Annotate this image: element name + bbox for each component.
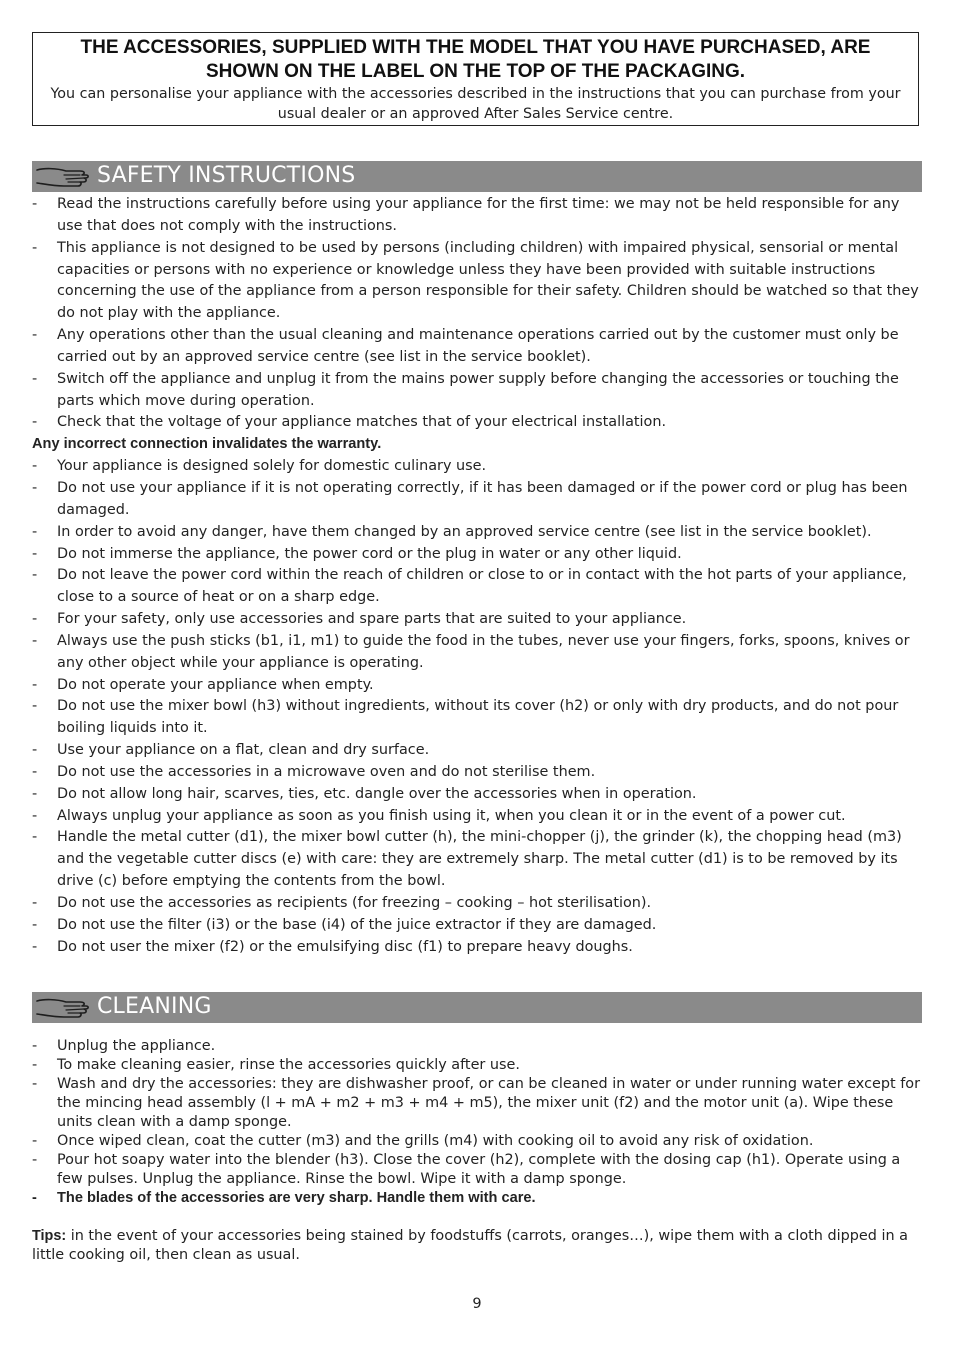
accessories-notice-box — [32, 32, 919, 126]
notice-title-line-2: SHOWN ON THE LABEL ON THE TOP OF THE PACKAGING. — [205, 61, 746, 82]
blade-warning: - The blades of the accessories are very sharp. Handle them with care. — [32, 1190, 536, 1206]
hand-pointer-icon — [34, 995, 92, 1021]
safety-instructions-list — [32, 194, 924, 959]
list-item: - Do not allow long hair, scarves, ties, etc. dangle over the accessories when in operation. — [32, 785, 697, 802]
list-item: - Do not use the accessories in a microwave oven and do not sterilise them. — [32, 763, 596, 780]
notice-text: You can personalise your appliance with the accessories described in the instructions that you can purchase from your usual dealer or an approved After Sales Service centre. — [50, 86, 901, 122]
list-item: - Switch off the appliance and unplug it from the mains power supply before changing the accessories or touching the parts which move during operation. — [32, 370, 899, 409]
cleaning-instructions-list — [32, 1037, 924, 1208]
cleaning-tips — [32, 1227, 918, 1265]
list-item: - To make cleaning easier, rinse the accessories quickly after use. — [32, 1057, 520, 1073]
notice-title-line-1: THE ACCESSORIES, SUPPLIED WITH THE MODEL THAT YOU HAVE PURCHASED, ARE — [80, 37, 871, 58]
list-item: - Do not use the mixer bowl (h3) without ingredients, without its cover (h2) or only with dry products, and do not pour boiling liquids into it. — [32, 698, 899, 737]
list-item: - Do not user the mixer (f2) or the emulsifying disc (f1) to prepare heavy doughs. — [32, 938, 633, 955]
list-item: - Always unplug your appliance as soon as you finish using it, when you clean it or in the event of a power cut. — [32, 807, 846, 824]
warranty-note: Any incorrect connection invalidates the warranty. — [32, 436, 382, 453]
hand-pointer-icon — [34, 164, 92, 190]
list-item: - Do not leave the power cord within the reach of children or close to or in contact with the hot parts of your appliance, close to a source of heat or on a sharp edge. — [32, 567, 907, 606]
list-item: - Read the instructions carefully before using your appliance for the first time: we may not be held responsible for any use that does not comply with the instructions. — [32, 196, 900, 234]
list-item: - For your safety, only use accessories and spare parts that are suited to your appliance. — [32, 611, 687, 628]
list-item: - Do not operate your appliance when empty. — [32, 676, 374, 693]
cleaning-section-title: CLEANING — [97, 994, 212, 1019]
list-item: - Check that the voltage of your appliance matches that of your electrical installation. — [32, 414, 667, 431]
list-item: - This appliance is not designed to be used by persons (including children) with impaired physical, sensorial or mental capacities or persons with no experience or knowledge unless they have been provided with suitable instructions concerning the use of the appliance from a person responsible for their safety. Children should be watched so that they do not play with the appliance. — [32, 239, 919, 322]
list-item: - Pour hot soapy water into the blender (h3). Close the cover (h2), complete with the dosing cap (h1). Operate using a few pulses. Unplug the appliance. Rinse the bowl. Wipe it with a damp sponge. — [32, 1152, 901, 1187]
list-item: - Unplug the appliance. — [32, 1038, 216, 1054]
safety-section-title: SAFETY INSTRUCTIONS — [97, 163, 356, 188]
safety-section-header — [32, 161, 922, 192]
list-item: - Do not immerse the appliance, the power cord or the plug in water or any other liquid. — [32, 545, 682, 562]
cleaning-section-header — [32, 992, 922, 1023]
page-number: 9 — [472, 1296, 482, 1312]
tips-label: Tips: — [32, 1228, 67, 1244]
list-item: - Use your appliance on a flat, clean and dry surface. — [32, 742, 430, 759]
list-item: - Any operations other than the usual cleaning and maintenance operations carried out by the customer must only be carried out by an approved service centre (see list in the service booklet). — [32, 327, 899, 365]
list-item: - Handle the metal cutter (d1), the mixer bowl cutter (h), the mini-chopper (j), the grinder (k), the chopping head (m3) and the vegetable cutter discs (e) with care: they are extremely sharp. The metal cutter (d1) is to be removed by its drive (c) before emptying the contents from the bowl. — [32, 829, 902, 890]
list-item: - Your appliance is designed solely for domestic culinary use. — [32, 458, 487, 475]
list-item: - Once wiped clean, coat the cutter (m3) and the grills (m4) with cooking oil to avoid any risk of oxidation. — [32, 1133, 814, 1149]
tips-text: in the event of your accessories being stained by foodstuffs (carrots, oranges…), wipe them with a cloth dipped in a little cooking oil, then clean as usual. — [32, 1228, 908, 1263]
list-item: - Do not use the accessories as recipients (for freezing – cooking – hot sterilisation). — [32, 895, 652, 911]
list-item: - In order to avoid any danger, have them changed by an approved service centre (see list in the service booklet). — [32, 523, 872, 540]
list-item: - Wash and dry the accessories: they are dishwasher proof, or can be cleaned in water or under running water except for the mincing head assembly (l + mA + m2 + m3 + m4 + m5), the mixer unit (f2) and the motor unit (a). Wipe these units clean with a damp sponge. — [32, 1076, 920, 1130]
list-item: - Do not use your appliance if it is not operating correctly, if it has been damaged or if the power cord or plug has been damaged. — [32, 479, 908, 518]
list-item: - Always use the push sticks (b1, i1, m1) to guide the food in the tubes, never use your fingers, forks, spoons, knives or any other object while your appliance is operating. — [32, 632, 910, 671]
list-item: - Do not use the filter (i3) or the base (i4) of the juice extractor if they are damaged. — [32, 916, 657, 933]
